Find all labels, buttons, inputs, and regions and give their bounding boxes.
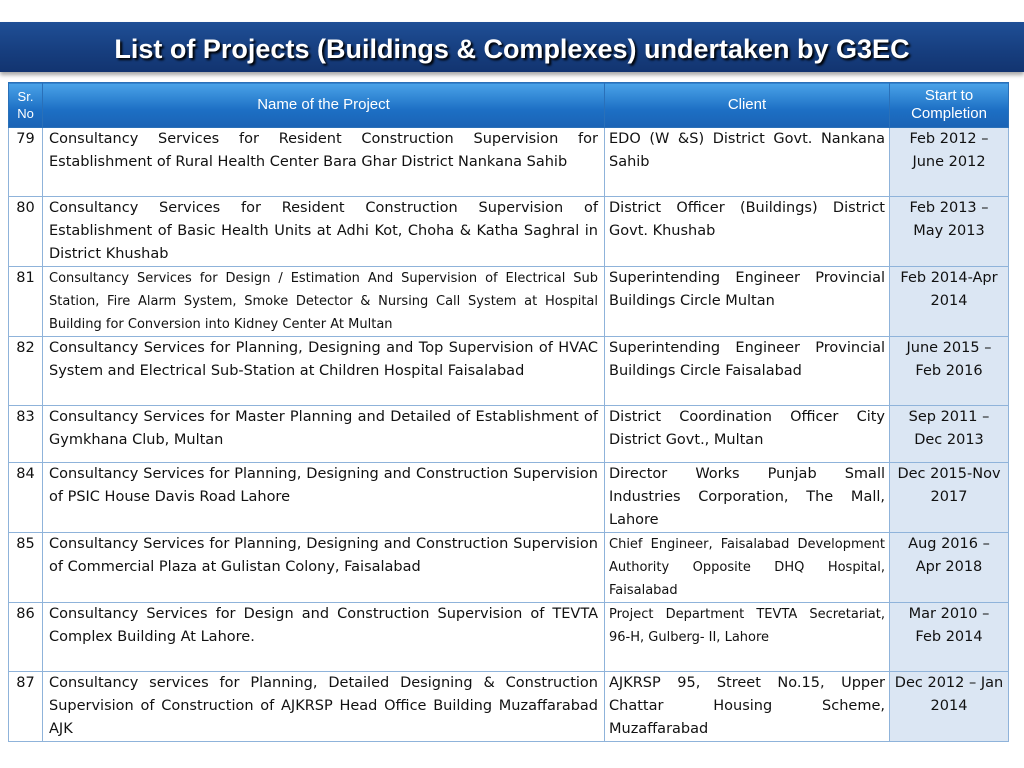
table-row [9,128,1009,197]
row-sr-no: 85 [9,533,43,603]
row-sr-no: 80 [9,197,43,267]
row-client: Project Department TEVTA Secretariat, 96-H, Gulberg- II, Lahore [605,603,890,672]
row-project-name: Consultancy Services for Planning, Designing and Top Supervision of HVAC System and Electrical Sub-Station at Children Hospital Faisalabad [43,337,605,406]
row-project-name: Consultancy Services for Resident Construction Supervision for Establishment of Rural Health Center Bara Ghar District Nankana Sahib [43,128,605,197]
row-project-name: Consultancy Services for Master Planning and Detailed of Establishment of Gymkhana Club, Multan [43,406,605,463]
title-banner [0,22,1024,72]
table-row [9,672,1009,742]
row-sr-no: 87 [9,672,43,742]
row-sr-no: 81 [9,267,43,337]
row-sr-no: 86 [9,603,43,672]
row-duration: Feb 2014-Apr 2014 [890,267,1009,337]
table-header-row [9,83,1009,128]
row-client: EDO (W &S) District Govt. Nankana Sahib [605,128,890,197]
page-title: List of Projects (Buildings & Complexes) undertaken by G3EC [114,34,910,64]
row-duration: Feb 2013 – May 2013 [890,197,1009,267]
table-row [9,463,1009,533]
row-duration: Mar 2010 – Feb 2014 [890,603,1009,672]
row-project-name: Consultancy Services for Planning, Designing and Construction Supervision of Commercial Plaza at Gulistan Colony, Faisalabad [43,533,605,603]
table-row [9,197,1009,267]
row-project-name: Consultancy Services for Design and Construction Supervision of TEVTA Complex Building At Lahore. [43,603,605,672]
row-project-name: Consultancy Services for Resident Construction Supervision of Establishment of Basic Health Units at Adhi Kot, Choha & Katha Saghral in District Khushab [43,197,605,267]
row-project-name: Consultancy services for Planning, Detailed Designing & Construction Supervision of Construction of AJKRSP Head Office Building Muzaffarabad AJK [43,672,605,742]
row-duration: Feb 2012 – June 2012 [890,128,1009,197]
header-sr-no: Sr. No [9,83,43,128]
row-client: Director Works Punjab Small Industries Corporation, The Mall, Lahore [605,463,890,533]
row-sr-no: 82 [9,337,43,406]
header-project-name: Name of the Project [43,83,605,128]
table-row [9,337,1009,406]
row-client: Chief Engineer, Faisalabad Development Authority Opposite DHQ Hospital, Faisalabad [605,533,890,603]
table-row [9,603,1009,672]
row-duration: Sep 2011 – Dec 2013 [890,406,1009,463]
row-sr-no: 79 [9,128,43,197]
row-duration: Aug 2016 – Apr 2018 [890,533,1009,603]
row-client: District Coordination Officer City District Govt., Multan [605,406,890,463]
row-duration: Dec 2015-Nov 2017 [890,463,1009,533]
projects-table [8,82,1009,742]
row-client: AJKRSP 95, Street No.15, Upper Chattar Housing Scheme, Muzaffarabad [605,672,890,742]
header-client: Client [605,83,890,128]
row-sr-no: 84 [9,463,43,533]
row-project-name: Consultancy Services for Design / Estimation And Supervision of Electrical Sub Station, Fire Alarm System, Smoke Detector & Nursing Call System at Hospital Building for Conversion into Kidney Center At Multan [43,267,605,337]
table-row [9,406,1009,463]
table-row [9,267,1009,337]
row-project-name: Consultancy Services for Planning, Designing and Construction Supervision of PSIC House Davis Road Lahore [43,463,605,533]
row-client: Superintending Engineer Provincial Buildings Circle Multan [605,267,890,337]
table-row [9,533,1009,603]
header-start-to-completion: Start to Completion [890,83,1009,128]
row-duration: Dec 2012 – Jan 2014 [890,672,1009,742]
row-client: District Officer (Buildings) District Govt. Khushab [605,197,890,267]
row-client: Superintending Engineer Provincial Buildings Circle Faisalabad [605,337,890,406]
row-sr-no: 83 [9,406,43,463]
row-duration: June 2015 – Feb 2016 [890,337,1009,406]
